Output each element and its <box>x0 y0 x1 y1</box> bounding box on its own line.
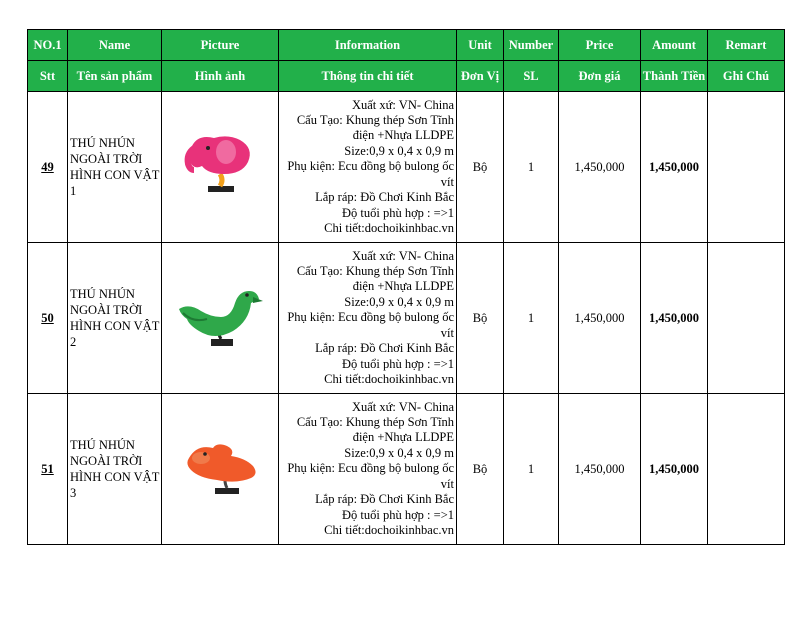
info-line: Cấu Tạo: Khung thép Sơn Tĩnh <box>296 113 454 128</box>
header-vi-name: Tên sản phẩm <box>68 61 162 92</box>
info-line: Size:0,9 x 0,4 x 0,9 m <box>344 143 454 158</box>
qty-cell: 1 <box>504 394 559 545</box>
remark-cell <box>708 243 785 394</box>
info-line: Độ tuổi phù hợp : =>1 <box>341 205 454 220</box>
info-line: vít <box>440 174 454 189</box>
remark-cell <box>708 394 785 545</box>
unit-cell: Bộ <box>457 243 504 394</box>
info-line: Size:0,9 x 0,4 x 0,9 m <box>344 294 454 309</box>
info-line: vít <box>440 476 454 491</box>
header-information: Information <box>279 30 457 61</box>
header-vi-amount: Thành Tiền <box>641 61 708 92</box>
info-line: Xuất xứ: VN- China <box>351 248 454 263</box>
product-name: THÚ NHÚN NGOÀI TRỜI HÌNH CON VẬT 1 <box>68 92 162 243</box>
header-no: NO.1 <box>28 30 68 61</box>
info-line: Độ tuổi phù hợp : =>1 <box>341 507 454 522</box>
orange-animal-spring-rider-image <box>175 434 265 504</box>
header-number: Number <box>504 30 559 61</box>
info-line: Xuất xứ: VN- China <box>351 399 454 414</box>
price-cell: 1,450,000 <box>559 394 641 545</box>
info-line: điện +Nhựa LLDPE <box>352 128 454 143</box>
amount-cell: 1,450,000 <box>641 92 708 243</box>
green-bird-spring-rider-image <box>175 283 265 353</box>
header-vi-unit: Đơn Vị <box>457 61 504 92</box>
row-stt[interactable]: 49 <box>28 92 68 243</box>
header-amount: Amount <box>641 30 708 61</box>
info-line: Phụ kiện: Ecu đồng bộ bulong ốc <box>287 461 454 476</box>
info-line: Cấu Tạo: Khung thép Sơn Tĩnh <box>296 264 454 279</box>
header-remark: Remart <box>708 30 785 61</box>
product-info <box>279 394 457 545</box>
table-row <box>28 394 785 545</box>
info-line: điện +Nhựa LLDPE <box>352 430 454 445</box>
info-line: Xuất xứ: VN- China <box>351 97 454 112</box>
remark-cell <box>708 92 785 243</box>
qty-cell: 1 <box>504 243 559 394</box>
product-info <box>279 243 457 394</box>
header-row-vietnamese <box>28 61 785 92</box>
info-line: Lắp ráp: Đồ Chơi Kinh Bắc <box>315 341 454 356</box>
info-line: Phụ kiện: Ecu đồng bộ bulong ốc <box>287 310 454 325</box>
table-row <box>28 243 785 394</box>
info-line: Chi tiết:dochoikinhbac.vn <box>324 371 454 386</box>
header-vi-price: Đơn giá <box>559 61 641 92</box>
info-line: Chi tiết:dochoikinhbac.vn <box>324 522 454 537</box>
header-vi-picture: Hình ảnh <box>162 61 279 92</box>
info-line: Chi tiết:dochoikinhbac.vn <box>324 220 454 235</box>
info-line: Lắp ráp: Đồ Chơi Kinh Bắc <box>315 190 454 205</box>
info-line: Độ tuổi phù hợp : =>1 <box>341 356 454 371</box>
product-name: THÚ NHÚN NGOÀI TRỜI HÌNH CON VẬT 3 <box>68 394 162 545</box>
header-price: Price <box>559 30 641 61</box>
header-row-english <box>28 30 785 61</box>
info-line: Lắp ráp: Đồ Chơi Kinh Bắc <box>315 492 454 507</box>
info-line: vít <box>440 325 454 340</box>
product-picture <box>162 92 279 243</box>
product-quote-table <box>27 29 785 545</box>
info-line: Cấu Tạo: Khung thép Sơn Tĩnh <box>296 415 454 430</box>
header-vi-no: Stt <box>28 61 68 92</box>
header-name: Name <box>68 30 162 61</box>
info-line: Phụ kiện: Ecu đồng bộ bulong ốc <box>287 159 454 174</box>
product-info <box>279 92 457 243</box>
amount-cell: 1,450,000 <box>641 394 708 545</box>
amount-cell: 1,450,000 <box>641 243 708 394</box>
qty-cell: 1 <box>504 92 559 243</box>
unit-cell: Bộ <box>457 92 504 243</box>
unit-cell: Bộ <box>457 394 504 545</box>
row-stt[interactable]: 51 <box>28 394 68 545</box>
table-row <box>28 92 785 243</box>
pink-elephant-spring-rider-image <box>180 132 260 202</box>
header-vi-remark: Ghi Chú <box>708 61 785 92</box>
info-line: Size:0,9 x 0,4 x 0,9 m <box>344 445 454 460</box>
header-vi-number: SL <box>504 61 559 92</box>
price-cell: 1,450,000 <box>559 92 641 243</box>
header-unit: Unit <box>457 30 504 61</box>
info-line: điện +Nhựa LLDPE <box>352 279 454 294</box>
header-picture: Picture <box>162 30 279 61</box>
header-vi-information: Thông tin chi tiết <box>279 61 457 92</box>
product-picture <box>162 394 279 545</box>
product-picture <box>162 243 279 394</box>
price-cell: 1,450,000 <box>559 243 641 394</box>
row-stt[interactable]: 50 <box>28 243 68 394</box>
product-name: THÚ NHÚN NGOÀI TRỜI HÌNH CON VẬT 2 <box>68 243 162 394</box>
